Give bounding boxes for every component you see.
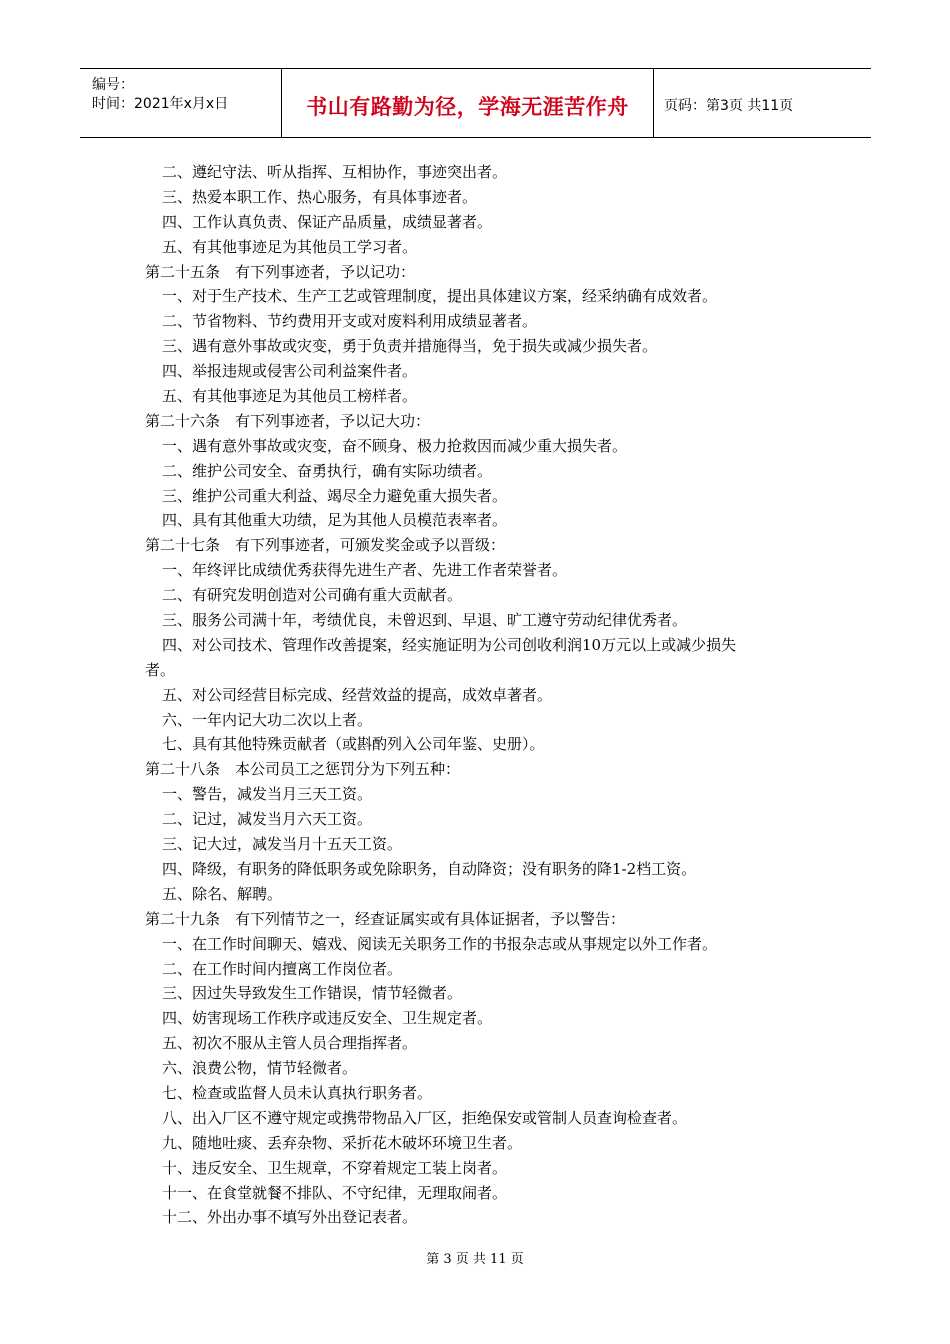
article-heading: 第二十六条 有下列事迹者，予以记大功： (145, 411, 431, 430)
list-item: 六、一年内记大功二次以上者。 (162, 710, 373, 729)
list-item: 二、有研究发明创造对公司确有重大贡献者。 (162, 586, 463, 605)
list-item: 十二、外出办事不填写外出登记表者。 (162, 1208, 418, 1227)
list-item: 二、记过，减发当月六天工资。 (162, 810, 373, 829)
list-item: 五、初次不服从主管人员合理指挥者。 (162, 1034, 418, 1053)
list-item: 五、除名、解聘。 (162, 884, 283, 903)
document-number-label: 编号： (92, 77, 134, 93)
header-motto: 书山有路勤为径，学海无涯苦作舟 (306, 95, 629, 119)
header-page-cell (654, 69, 871, 137)
list-item: 三、维护公司重大利益、竭尽全力避免重大损失者。 (162, 486, 508, 505)
list-item: 一、对于生产技术、生产工艺或管理制度，提出具体建议方案，经采纳确有成效者。 (162, 287, 718, 306)
list-item: 三、热爱本职工作、热心服务，有具体事迹者。 (162, 187, 478, 206)
list-item: 二、维护公司安全、奋勇执行，确有实际功绩者。 (162, 461, 493, 480)
list-item: 一、年终评比成绩优秀获得先进生产者、先进工作者荣誉者。 (162, 561, 568, 580)
list-item: 八、出入厂区不遵守规定或携带物品入厂区，拒绝保安或管制人员查询检查者。 (162, 1108, 688, 1127)
list-item: 四、具有其他重大功绩，足为其他人员模范表率者。 (162, 511, 508, 530)
list-item: 四、降级，有职务的降低职务或免除职务，自动降资；没有职务的降1-2档工资。 (162, 859, 697, 878)
list-item: 九、随地吐痰、丢弃杂物、采折花木破坏环境卫生者。 (162, 1133, 523, 1152)
list-item: 三、服务公司满十年，考绩优良，未曾迟到、早退、旷工遵守劳动纪律优秀者。 (162, 611, 688, 630)
list-item: 二、遵纪守法、听从指挥、互相协作，事迹突出者。 (162, 163, 508, 181)
list-item: 三、记大过，减发当月十五天工资。 (162, 835, 403, 854)
header-page-info: 页码：第3页 共11页 (664, 98, 794, 114)
article-heading: 第二十五条 有下列事迹者，予以记功： (145, 262, 416, 281)
list-item: 四、对公司技术、管理作改善提案，经实施证明为公司创收利润10万元以上或减少损失 (162, 635, 737, 654)
list-item: 五、对公司经营目标完成、经营效益的提高，成效卓著者。 (162, 685, 553, 704)
list-item: 六、浪费公物，情节轻微者。 (162, 1059, 358, 1078)
header-meta-cell (80, 69, 282, 137)
list-item: 一、在工作时间聊天、嬉戏、阅读无关职务工作的书报杂志或从事规定以外工作者。 (162, 934, 718, 953)
list-item: 五、有其他事迹足为其他员工学习者。 (162, 237, 418, 256)
header-motto-cell (282, 69, 654, 137)
article-heading: 第二十七条 有下列事迹者，可颁发奖金或予以晋级： (145, 536, 506, 555)
list-item: 三、因过失导致发生工作错误，情节轻微者。 (162, 984, 463, 1003)
list-item: 十、违反安全、卫生规章，不穿着规定工装上岗者。 (162, 1158, 508, 1177)
page-footer: 第 3 页 共 11 页 (426, 1252, 524, 1267)
list-item: 二、节省物料、节约费用开支或对废料利用成绩显著者。 (162, 312, 538, 331)
list-item: 五、有其他事迹足为其他员工榜样者。 (162, 387, 418, 406)
list-item: 四、工作认真负责、保证产品质量，成绩显著者。 (162, 212, 493, 231)
list-item: 一、遇有意外事故或灾变，奋不顾身、极力抢救因而减少重大损失者。 (162, 436, 628, 455)
page-header (80, 68, 871, 138)
paragraph-continuation: 者。 (145, 660, 176, 679)
article-heading: 第二十九条 有下列情节之一，经查证属实或有具体证据者，予以警告： (145, 909, 626, 928)
article-heading: 第二十八条 本公司员工之惩罚分为下列五种： (145, 760, 461, 779)
list-item: 四、妨害现场工作秩序或违反安全、卫生规定者。 (162, 1009, 493, 1028)
list-item: 七、检查或监督人员未认真执行职务者。 (162, 1083, 433, 1102)
document-body (145, 160, 825, 1230)
list-item: 一、警告，减发当月三天工资。 (162, 785, 373, 804)
list-item: 十一、在食堂就餐不排队、不守纪律，无理取闹者。 (162, 1183, 508, 1202)
list-item: 三、遇有意外事故或灾变，勇于负责并措施得当，免于损失或减少损失者。 (162, 337, 658, 356)
list-item: 四、举报违规或侵害公司利益案件者。 (162, 362, 418, 381)
document-time-label: 时间：2021年x月x日 (92, 96, 229, 112)
list-item: 二、在工作时间内擅离工作岗位者。 (162, 959, 403, 978)
list-item: 七、具有其他特殊贡献者（或斟酌列入公司年鉴、史册）。 (162, 735, 545, 754)
